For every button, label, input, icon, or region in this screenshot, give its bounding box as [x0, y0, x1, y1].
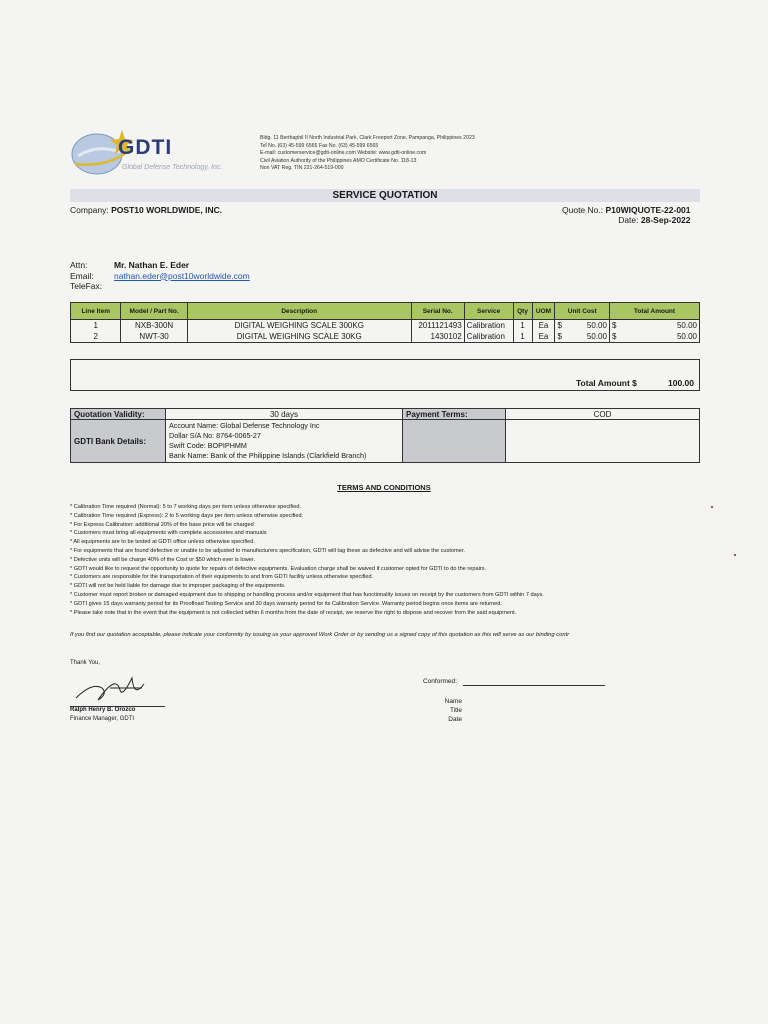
- email-link[interactable]: nathan.eder@post10worldwide.com: [114, 270, 250, 281]
- terms-list: [70, 503, 710, 617]
- col-serial: Serial No.: [411, 303, 464, 320]
- total-value: 100.00: [668, 378, 694, 388]
- col-line-item: Line Item: [71, 303, 121, 320]
- conformed-line: [463, 685, 605, 686]
- speck-mark: [711, 506, 713, 508]
- attn-name: Mr. Nathan E. Eder: [114, 260, 190, 270]
- quote-date: 28-Sep-2022: [640, 215, 691, 225]
- quote-number: P10WIQUOTE-22-001: [605, 205, 691, 215]
- list-item: * Calibration Time required (Normal): 5 to 7 working days per item unless otherwise specified.: [70, 504, 301, 510]
- list-item: * Customer must report broken or damaged equipment due to shipping or handling process and/or equipment that has functionality issues on receipt by the customers from GDTI within 7 days.: [70, 591, 544, 598]
- col-uom: UOM: [532, 303, 555, 320]
- bank-details: Account Name: Global Defense Technology Inc Dollar S/A No: 8764-0065-27 Swift Code: BOPIPHMM Bank Name: Bank of the Philippine Islands (Clarkfield Branch): [166, 420, 403, 463]
- list-item: * Customers must bring all equipments with complete accessories and manuals: [70, 530, 267, 537]
- col-total-amount: Total Amount: [609, 303, 699, 320]
- closing-statement: If you find our quotation acceptable, please indicate your conformity by issuing us your approved Work Order or by sending us a signed copy of this quotation as this will serve as our binding contr: [70, 632, 570, 638]
- signatory-name: Ralph Henry B. Orozco: [70, 707, 136, 713]
- company-value: POST10 WORLDWIDE, INC.: [111, 205, 223, 215]
- list-item: * GDTI would like to request the opportunity to quote for repairs of defective equipments. Evaluation charge shall be waived if customer opted for GDTI to do the repairs.: [70, 565, 487, 572]
- company-line: [70, 205, 222, 215]
- document-title: SERVICE QUOTATION: [70, 189, 700, 202]
- list-item: * GDTI will not be held liable for damage due to improper packaging of the equipments.: [70, 583, 286, 590]
- list-item: * GDTI gives 15 days warranty period for its Proofload Testing Service and 30 days warranty period for its Calibration Service. Warranty period begins once items are returned.: [70, 600, 502, 607]
- validity-label: Quotation Validity:: [71, 409, 166, 420]
- list-item: * Defective units will be charge 40% of the Cost or $50 which ever is lower.: [70, 556, 255, 563]
- signatory-position: Finance Manager, GDTI: [70, 716, 135, 722]
- list-item: * All equipments are to be tested at GDTI office unless otherwise specified.: [70, 539, 255, 546]
- quote-info: Quote No.: P10WIQUOTE-22-001 Date: 28-Sep-2022: [562, 205, 691, 225]
- col-qty: Qty: [513, 303, 532, 320]
- attention-block: Attn: Mr. Nathan E. Eder Email: nathan.eder@post10worldwide.com TeleFax:: [70, 260, 250, 291]
- col-model: Model / Part No.: [121, 303, 187, 320]
- conformed-fields: Name Title Date: [444, 698, 462, 723]
- company-label: Company:: [70, 205, 109, 215]
- terms-title: TERMS AND CONDITIONS: [337, 483, 431, 492]
- list-item: * For equipments that are found defective or unable to be adjusted to manufacturers specification, GDTI will tag these as defective and will advise the customer.: [70, 547, 465, 554]
- total-label: Total Amount $: [576, 378, 637, 388]
- validity-value: 30 days: [166, 409, 403, 420]
- payment-value: COD: [506, 409, 700, 420]
- thank-you: Thank You,: [70, 660, 101, 666]
- bank-label: GDTI Bank Details:: [71, 420, 166, 463]
- logo-tagline: Global Defense Technology, Inc.: [122, 164, 223, 171]
- company-address: Bldg. 11 Berthaphil II North Industrial Park, Clark Freeport Zone, Pampanga, Philippines 2023 Tel No. (63) 45-599 6565 Fax No. (63) 45-599 6565 E-mail: customerservice@gdti-online.com Website: www.gdti-online.com Civil Aviation Authority of the Philippines AMO Certificate No. 118-13 Non VAT Reg. TIN 221-264-519-000: [260, 135, 475, 172]
- signature-image: [72, 668, 182, 708]
- empty-cell: [506, 420, 700, 463]
- speck-mark: [734, 554, 736, 556]
- list-item: * Customers are responsible for the transportation of their equipments to and from GDTI facility unless otherwise specified.: [70, 574, 374, 581]
- items-table: [70, 302, 700, 343]
- col-unit-cost: Unit Cost: [555, 303, 610, 320]
- list-item: * Calibration Time required (Express): 2 to 5 working days per item unless otherwise specified.: [70, 512, 304, 519]
- table-row: 1 NXB-300N DIGITAL WEIGHING SCALE 300KG 2011121493 Calibration 1 Ea $ 50.00 $ 50.00: [71, 320, 700, 332]
- payment-label: Payment Terms:: [403, 409, 506, 420]
- col-description: Description: [187, 303, 411, 320]
- table-row: 2 NWT-30 DIGITAL WEIGHING SCALE 30KG 1430102 Calibration 1 Ea $ 50.00 $ 50.00: [71, 331, 700, 343]
- col-service: Service: [464, 303, 513, 320]
- payment-bank-table: [70, 408, 700, 463]
- logo-text: GDTI: [118, 136, 173, 159]
- gray-cell: [403, 420, 506, 463]
- list-item: * Please take note that in the event that the equipment is not collected within 6 months from the date of receipt, we reserve the right to dispose and recover from the said equipment.: [70, 609, 517, 616]
- items-header-row: [71, 303, 700, 320]
- list-item: * For Express Calibration: additional 20% of the base price will be charged: [70, 521, 254, 528]
- conformed-label: Conformed:: [423, 678, 457, 685]
